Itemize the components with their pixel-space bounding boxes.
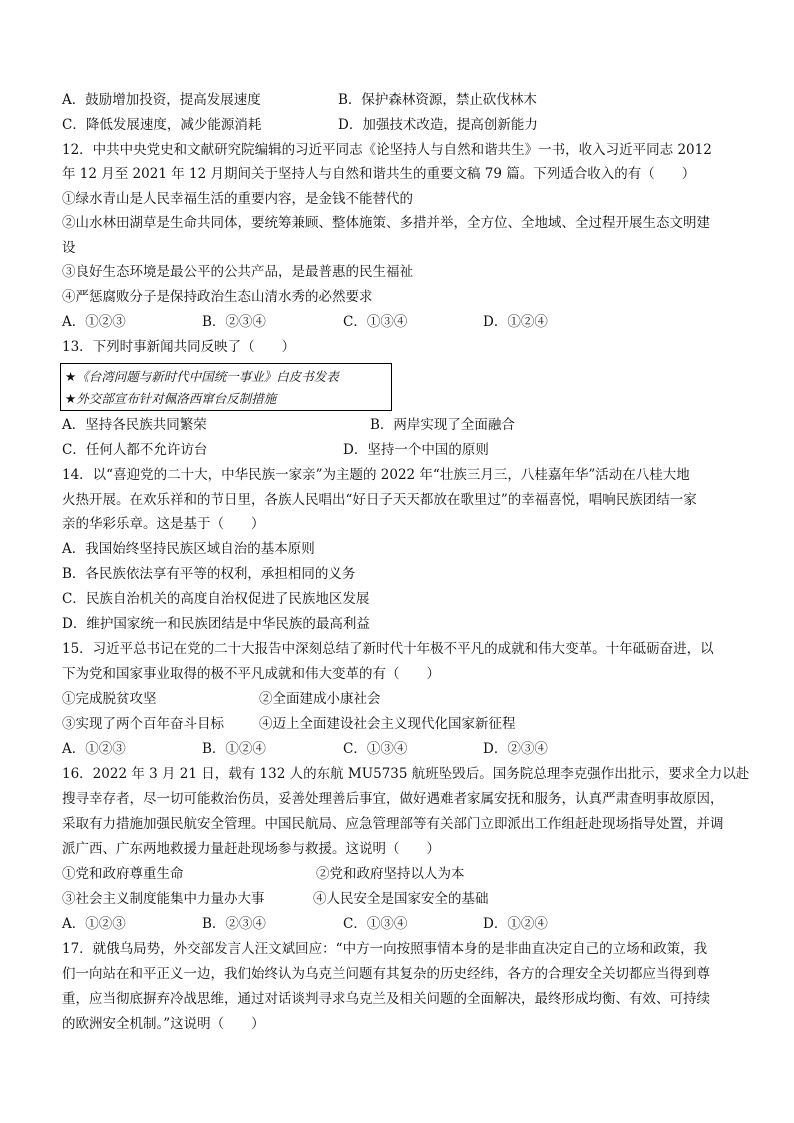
q12-stem-line-1: 12．中共中央党史和文献研究院编辑的习近平同志《论坚持人与自然和谐共生》一书，收入习近平同志 2012 (62, 142, 712, 158)
q12-statement-3: ③良好生态环境是最公平的公共产品，是最普惠的民生福祉 (62, 264, 413, 280)
q16-stem-line-4: 派广西、广东两地救援力量赶赴现场参与救援。这说明（ ） (62, 841, 440, 857)
q12-statement-1: ①绿水青山是人民幸福生活的重要内容，是金钱不能替代的 (62, 191, 413, 207)
q11-option-d: D．加强技术改造，提高创新能力 (338, 117, 538, 133)
q16-stem-line-1: 16．2022 年 3 月 21 日，载有 132 人的东航 MU5735 航班坠毁后。国务院总理李克强作出批示，要求全力以赴 (62, 766, 750, 782)
q15-stem-line-1: 15．习近平总书记在党的二十大报告中深刻总结了新时代十年极不平凡的成就和伟大变革。十年砥砺奋进，以 (62, 641, 714, 657)
q16-statement-2: ②党和政府坚持以人为本 (316, 866, 465, 882)
q15-option-b: B．①②④ (202, 741, 266, 757)
q16-option-c: C．①③④ (343, 916, 408, 932)
q12-statement-2: ②山水林田湖草是生命共同体，要统筹兼顾、整体施策、多措并举，全方位、全地域、全过程开展生态文明建 (62, 215, 710, 231)
q15-statement-4: ④迈上全面建设社会主义现代化国家新征程 (259, 716, 516, 732)
q14-stem-line-2: 火热开展。在欢乐祥和的节日里，各族人民唱出“好日子天天都放在歌里过”的幸福喜悦，唱响民族团结一家 (62, 492, 697, 508)
q17-stem-line-1: 17．就俄乌局势，外交部发言人汪文斌回应：“中方一向按照事情本身的是非曲直决定自己的立场和政策，我 (62, 941, 708, 957)
q16-option-a: A．①②③ (62, 916, 126, 932)
q12-stem-line-2: 年 12 月至 2021 年 12 月期间关于坚持人与自然和谐共生的重要文稿 79 篇。下列适合收入的有（ ） (62, 166, 696, 182)
q17-stem-line-2: 们一向站在和平正义一边，我们始终认为乌克兰问题有其复杂的历史经纬，各方的合理安全关切都应当得到尊 (62, 966, 710, 982)
q12-option-a: A．①②③ (62, 314, 126, 330)
q16-statement-1: ①党和政府尊重生命 (62, 866, 184, 882)
q17-stem-line-3: 重，应当彻底摒弃冷战思维，通过对话谈判寻求乌克兰及相关问题的全面解决，最终形成均衡、有效、可持续 (62, 991, 710, 1007)
q14-option-b: B．各民族依法享有平等的权利，承担相同的义务 (62, 566, 356, 582)
q15-stem-line-2: 下为党和国家事业取得的极不平凡成就和伟大变革的有（ ） (62, 666, 440, 682)
q14-option-a: A．我国始终坚持民族区域自治的基本原则 (62, 541, 315, 557)
q14-stem-line-3: 亲的华彩乐章。这是基于（ ） (62, 516, 265, 532)
q15-statement-1: ①完成脱贫攻坚 (62, 691, 157, 707)
q12-option-d: D．①②④ (483, 314, 548, 330)
q12-statement-4: ④严惩腐败分子是保持政治生态山清水秀的必然要求 (62, 289, 373, 305)
q11-option-b: B．保护森林资源，禁止砍伐林木 (338, 92, 537, 108)
q12-statement-2-cont: 设 (62, 240, 76, 256)
q15-option-a: A．①②③ (62, 741, 126, 757)
q13-option-d: D．坚持一个中国的原则 (343, 442, 489, 458)
q12-option-c: C．①③④ (343, 314, 408, 330)
q14-option-c: C．民族自治机关的高度自治权促进了民族地区发展 (62, 591, 370, 607)
q16-statement-3: ③社会主义制度能集中力量办大事 (62, 891, 265, 907)
q13-stem: 13．下列时事新闻共同反映了（ ） (62, 339, 296, 355)
q16-option-b: B．②③④ (202, 916, 266, 932)
q11-option-a: A．鼓励增加投资，提高发展速度 (62, 92, 261, 108)
q16-stem-line-2: 搜寻幸存者，尽一切可能救治伤员，妥善处理善后事宜，做好遇难者家属安抚和服务，认真严肃查明事故原因， (62, 791, 724, 807)
q14-option-d: D．维护国家统一和民族团结是中华民族的最高利益 (62, 616, 370, 632)
q13-news-item-2: ★外交部宣布针对佩洛西窜台反制措施 (65, 391, 277, 406)
q17-stem-line-4: 的欧洲安全机制。”这说明（ ） (62, 1016, 265, 1032)
q15-option-c: C．①③④ (343, 741, 408, 757)
q16-statement-4: ④人民安全是国家安全的基础 (313, 891, 489, 907)
q13-option-a: A．坚持各民族共同繁荣 (62, 417, 207, 433)
q11-option-c: C．降低发展速度，减少能源消耗 (62, 117, 262, 133)
q13-news-box (60, 363, 392, 411)
q14-stem-line-1: 14．以“喜迎党的二十大，中华民族一家亲”为主题的 2022 年“壮族三月三，八桂嘉年华”活动在八桂大地 (62, 467, 690, 483)
q13-news-item-1: ★《台湾问题与新时代中国统一事业》白皮书发表 (65, 369, 339, 384)
q15-statement-2: ②全面建成小康社会 (259, 691, 381, 707)
q13-option-c: C．任何人都不允许访台 (62, 442, 208, 458)
q13-option-b: B．两岸实现了全面融合 (370, 417, 515, 433)
q15-option-d: D．②③④ (483, 741, 548, 757)
q12-option-b: B．②③④ (202, 314, 266, 330)
q16-stem-line-3: 采取有力措施加强民航安全管理。中国民航局、应急管理部等有关部门立即派出工作组赶赴现场指导处置，并调 (62, 816, 724, 832)
q16-option-d: D．①②④ (483, 916, 548, 932)
q15-statement-3: ③实现了两个百年奋斗目标 (62, 716, 224, 732)
